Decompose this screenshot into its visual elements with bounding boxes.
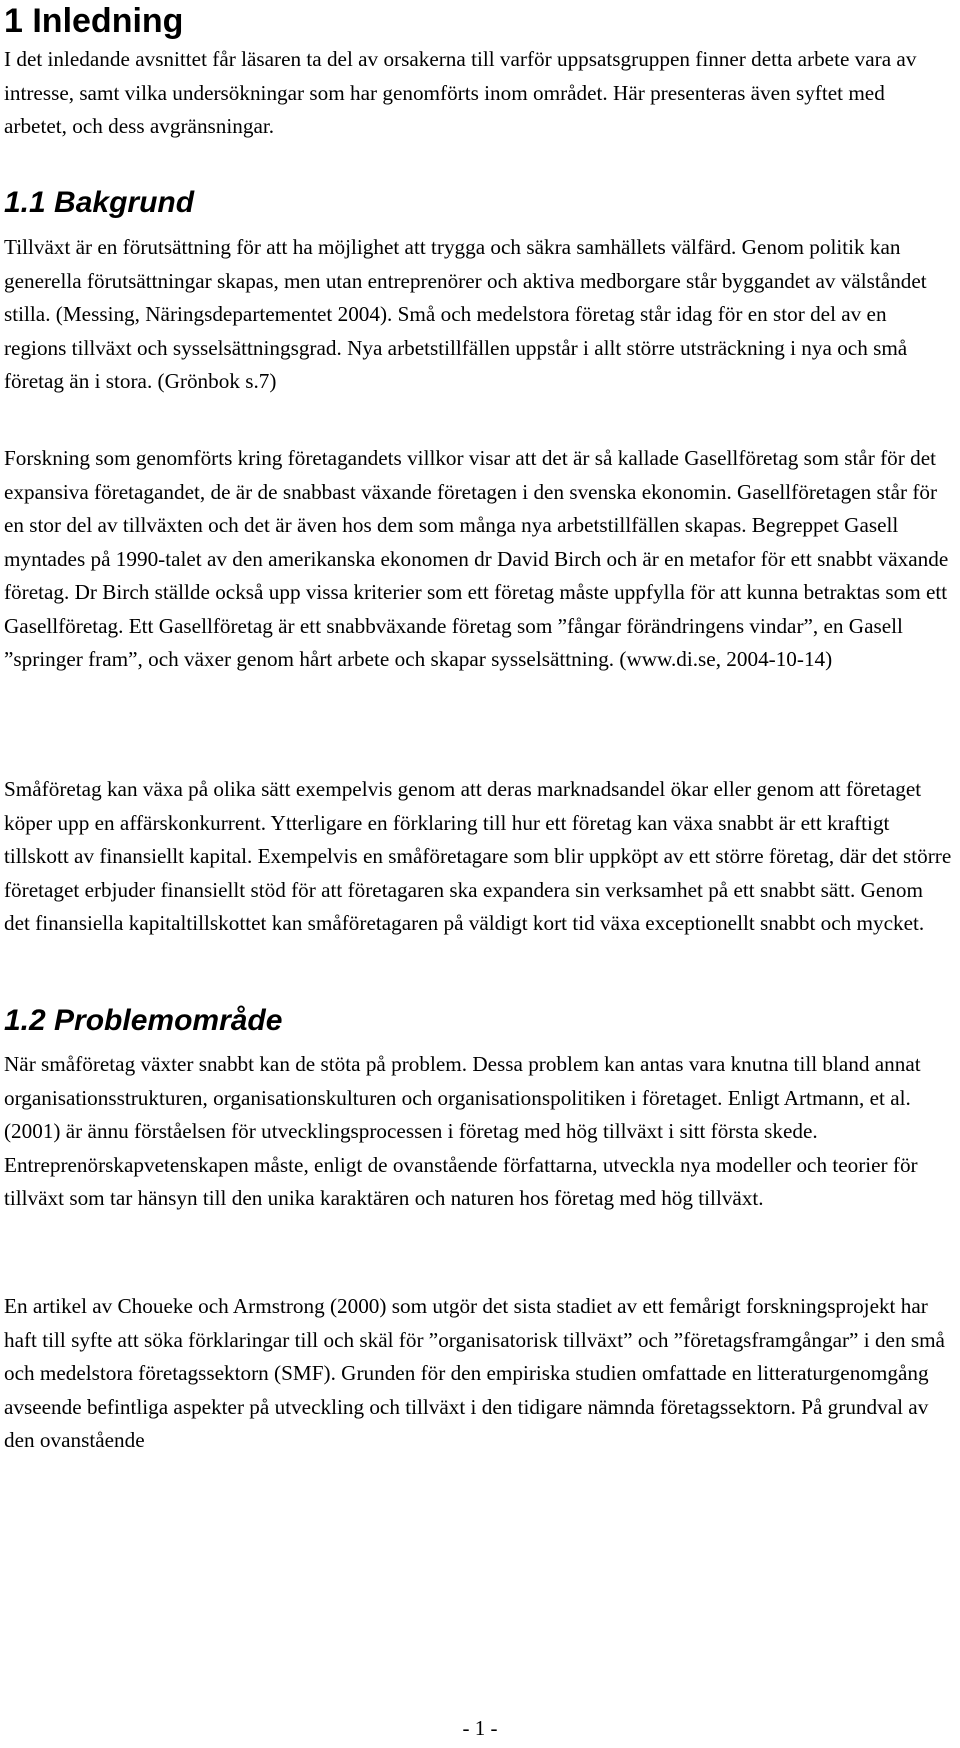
intro-paragraph: I det inledande avsnittet får läsaren ta del av orsakerna till varför uppsatsgruppen finner detta arbete vara av intresse, samt vilka undersökningar som har genomförts inom området. Här presenteras även syftet med arbetet, och dess avgränsningar. [4, 47, 917, 138]
section-heading-inledning: 1 Inledning [4, 2, 184, 40]
problem-paragraph-1: När småföretag växter snabbt kan de stöta på problem. Dessa problem kan antas vara knutna till bland annat organisationsstrukturen, organisationskulturen och organisationspolitiken i företaget. Enligt Artmann, et al. (2001) är ännu förståelsen för utvecklingsprocessen i företag med hög tillväxt i sitt första skede. Entreprenörskapvetenskapen måste, enligt de ovanstående författarna, utveckla nya modeller och teorier för tillväxt som tar hänsyn till den unika karaktären och naturen hos företag med hög tillväxt. [4, 1052, 921, 1210]
background-paragraph-1: Tillväxt är en förutsättning för att ha möjlighet att trygga och säkra samhällets välfärd. Genom politik kan generella förutsättningar skapas, men utan entreprenörer och aktiva medborgare står byggandet av välståndet stilla. (Messing, Näringsdepartementet 2004). Små och medelstora företag står idag för en stor del av en regions tillväxt och sysselsättningsgrad. Nya arbetstillfällen uppstår i allt större utsträckning i nya och små företag än i stora. (Grönbok s.7) [4, 235, 927, 393]
background-paragraph-3: Småföretag kan växa på olika sätt exempelvis genom att deras marknadsandel ökar eller genom att företaget köper upp en affärskonkurrent. Ytterligare en förklaring till hur ett företag kan växa snabbt är ett kraftigt tillskott av finansiellt kapital. Exempelvis en småföretagare som blir uppköpt av ett större företag, där det större företaget erbjuder finansiellt stöd för att företagaren ska expandera sin verksamhet på ett snabbt sätt. Genom det finansiella kapitaltillskottet kan småföretagaren på väldigt kort tid växa exceptionellt snabbt och mycket. [4, 777, 952, 935]
subsection-heading-problemomrade: 1.2 Problemområde [4, 1004, 283, 1037]
problem-paragraph-2: En artikel av Choueke och Armstrong (2000) som utgör det sista stadiet av ett femårigt forskningsprojekt har haft till syfte att söka förklaringar till och skäl för ”organisatorisk tillväxt” och ”företagsframgångar” i den små och medelstora företagssektorn (SMF). Grunden för den empiriska studien omfattade en litteraturgenomgång avseende befintliga aspekter på utveckling och tillväxt i den tidigare nämnda företagssektorn. På grundval av den ovanstående [4, 1294, 945, 1452]
page-number: - 1 - [462, 1716, 498, 1740]
background-paragraph-2: Forskning som genomförts kring företagandets villkor visar att det är så kallade Gasellföretag som står för det expansiva företagandet, de är de snabbast växande företagen i den svenska ekonomin. Gasellföretagen står för en stor del av tillväxten och det är även hos dem som många nya arbetstillfällen skapas. Begreppet Gasell myntades på 1990-talet av den amerikanska ekonomen dr David Birch och är en metafor för ett snabbt växande företag. Dr Birch ställde också upp vissa kriterier som ett företag måste uppfylla för att kunna betraktas som ett Gasellföretag. Ett Gasellföretag är ett snabbväxande företag som ”fångar förändringens vindar”, en Gasell ”springer fram”, och växer genom hårt arbete och skapar sysselsättning. (www.di.se, 2004-10-14) [4, 446, 949, 671]
subsection-heading-bakgrund: 1.1 Bakgrund [4, 186, 195, 219]
